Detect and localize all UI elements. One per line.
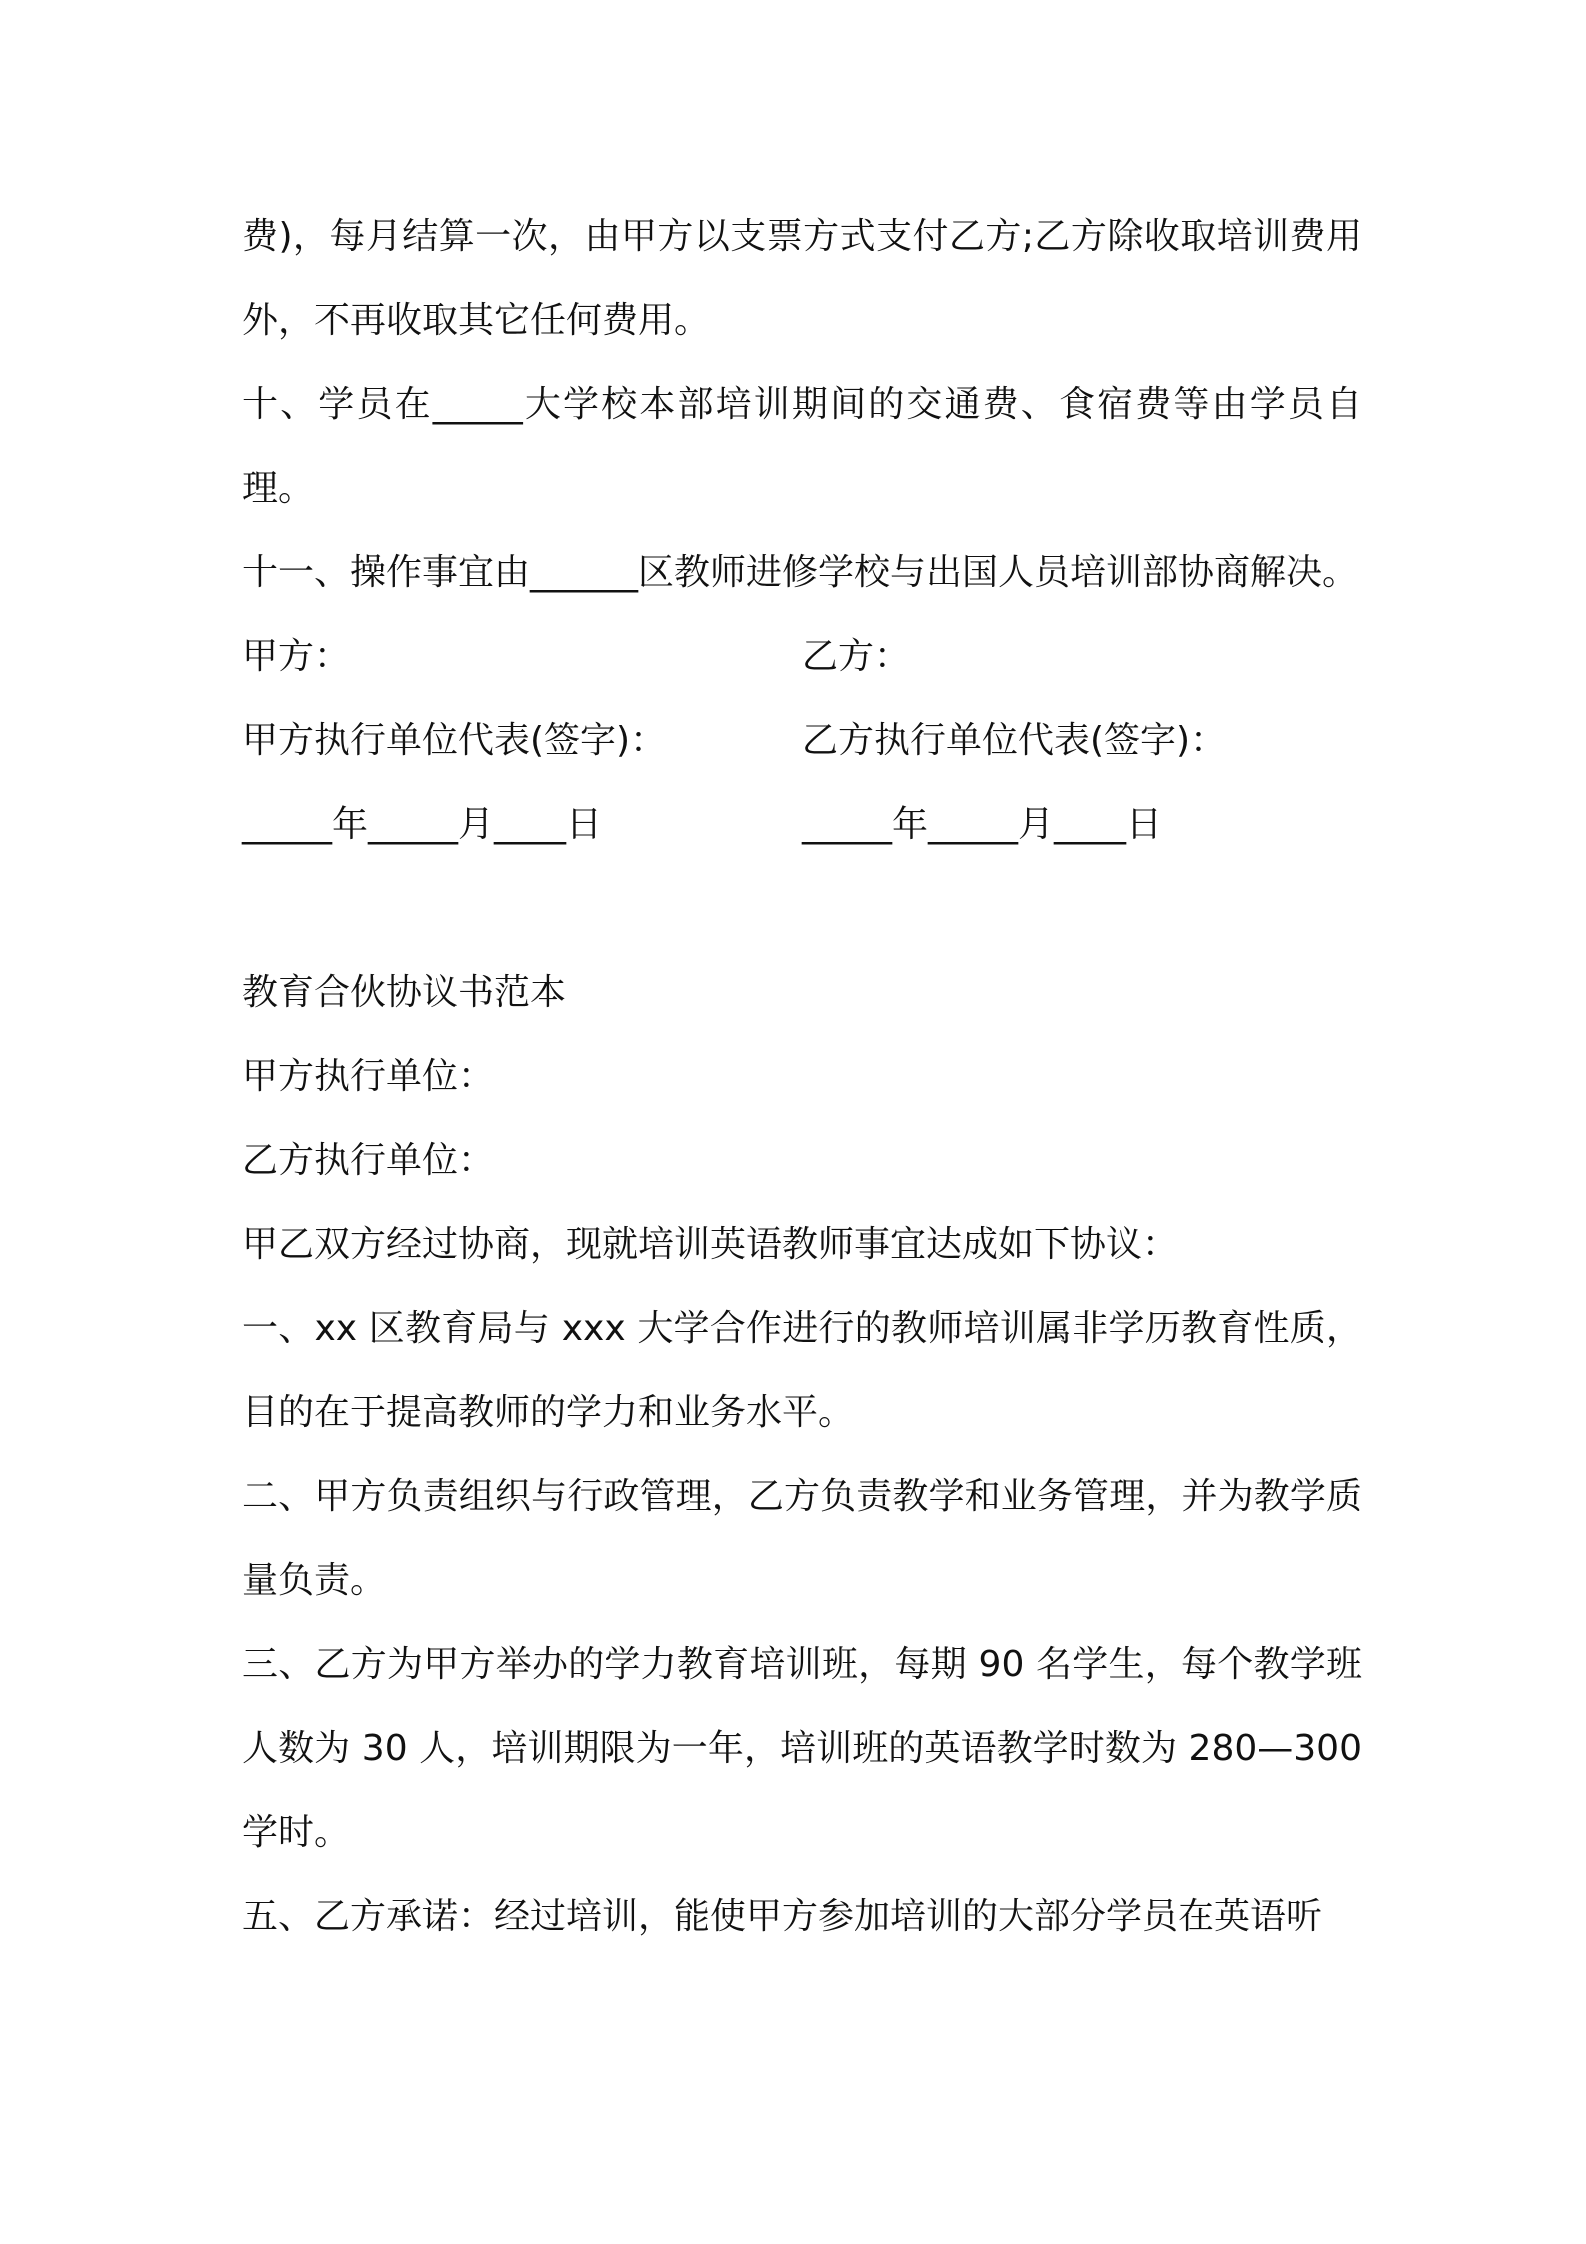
party-b-unit-label: 乙方执行单位： [242,1140,495,1181]
paragraph-fees-continued: 费)，每月结算一次，由甲方以支票方式支付乙方;乙方除收取培训费用外，不再收取其它任何费用。 [242,216,1362,341]
party-b-label: 乙方： [802,636,911,677]
party-a-label: 甲方： [242,636,351,677]
party-b-representative-label: 乙方执行单位代表(签字)： [802,720,1227,761]
signature-row-dates [242,783,1362,867]
signature-row-representatives [242,699,1362,783]
agreement-title: 教育合伙协议书范本 [242,972,567,1013]
clause-two: 二、甲方负责组织与行政管理，乙方负责教学和业务管理，并为教学质量负责。 [242,1476,1362,1601]
agreement-intro: 甲乙双方经过协商，现就培训英语教师事宜达成如下协议： [242,1224,1179,1265]
paragraph-clause-ten: 十、学员在_____大学校本部培训期间的交通费、食宿费等由学员自理。 [242,384,1362,509]
party-a-unit-label: 甲方执行单位： [242,1056,495,1097]
party-b-date: _____年_____月____日 [802,804,1162,845]
clause-three: 三、乙方为甲方举办的学力教育培训班，每期 90 名学生，每个教学班人数为 30 人，培训期限为一年，培训班的英语教学时数为 280—300 学时。 [242,1644,1362,1853]
paragraph-clause-eleven: 十一、操作事宜由______区教师进修学校与出国人员培训部协商解决。 [242,552,1359,593]
clause-five: 五、乙方承诺：经过培训，能使甲方参加培训的大部分学员在英语听 [242,1896,1323,1937]
document-body [242,195,1362,1959]
clause-one: 一、xx 区教育局与 xxx 大学合作进行的教师培训属非学历教育性质，目的在于提高教师的学力和业务水平。 [242,1308,1362,1433]
section-gap [242,867,1362,951]
party-a-date: _____年_____月____日 [242,804,602,845]
party-a-representative-label: 甲方执行单位代表(签字)： [242,720,667,761]
signature-row-parties [242,615,1362,699]
